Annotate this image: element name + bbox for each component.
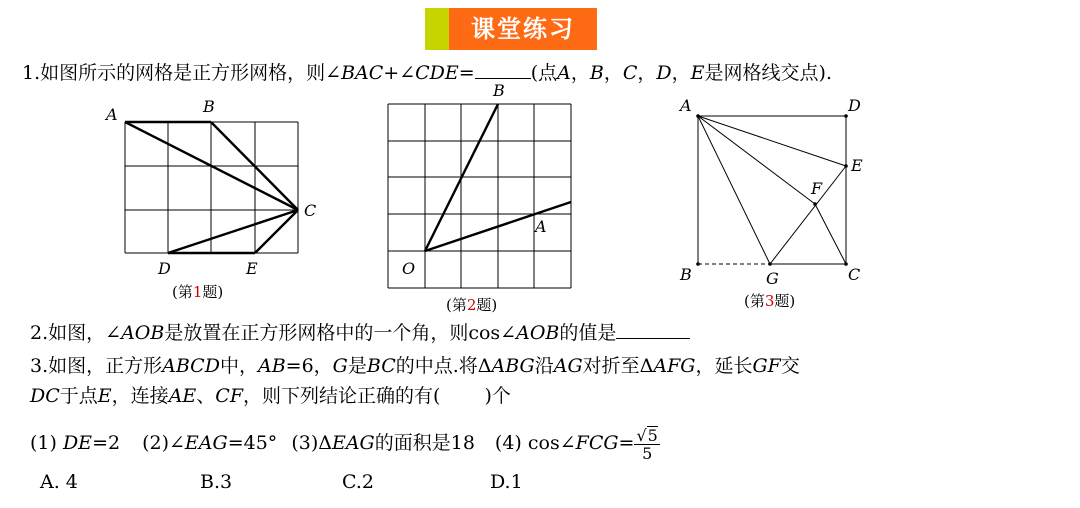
q3-statement-3: (3)Δ	[291, 432, 332, 454]
caption-number: 3	[764, 292, 775, 310]
caption-prefix: (第	[744, 292, 765, 310]
fig3-label-e: E	[851, 156, 863, 175]
choice-a[interactable]: A. 4	[40, 471, 78, 493]
choice-c[interactable]: C.2	[342, 471, 374, 493]
q2-prefix: 2.如图，∠	[30, 322, 122, 344]
question-2	[30, 320, 690, 345]
fig3-points	[696, 114, 848, 266]
q3-statement-2-value: =45°	[227, 432, 278, 454]
fig2-caption	[446, 294, 497, 315]
fig3-caption	[744, 290, 795, 311]
q3-statement-1-value: =2	[92, 432, 121, 454]
q3-statement-1: (1)	[30, 432, 63, 454]
question-3-statements	[30, 426, 660, 462]
fig1-label-b: B	[203, 97, 215, 116]
fig1-label-a: A	[106, 105, 118, 124]
caption-number: 2	[466, 296, 477, 314]
q3-text: ，连接	[111, 385, 169, 407]
fig2-label-b: B	[493, 81, 505, 100]
q1-answer-blank[interactable]	[475, 60, 531, 79]
fig3-label-b: B	[680, 265, 692, 284]
banner-accent-tab	[425, 8, 449, 50]
q1-comma: ，	[603, 62, 623, 84]
fig1-caption	[172, 281, 223, 302]
fig2-label-a: A	[535, 217, 547, 236]
caption-suffix: 题)	[202, 283, 224, 301]
question-3-line-1	[30, 354, 800, 378]
q3-fraction-sqrt5-over-5	[634, 426, 659, 462]
sqrt-symbol: √	[636, 426, 647, 445]
q1-point-c: C	[622, 62, 638, 84]
q3-seg-ag: AG	[553, 355, 583, 377]
fig3-label-f: F	[811, 179, 823, 198]
banner-title: 课堂练习	[471, 15, 575, 43]
q3-statement-4: (4) cos∠	[494, 432, 576, 454]
fig1-grid	[125, 122, 298, 253]
q3-text: 对折至Δ	[582, 355, 654, 377]
q3-point-g: G	[332, 355, 348, 377]
fig3-label-d: D	[848, 96, 861, 115]
fig1-label-c: C	[304, 201, 317, 220]
section-banner	[425, 8, 597, 50]
q3-seg-gf: GF	[752, 355, 781, 377]
q1-point-b: B	[589, 62, 604, 84]
fig1-label-d: D	[158, 259, 171, 278]
q1-prefix: 1.如图所示的网格是正方形网格，则∠	[22, 62, 342, 84]
caption-suffix: 题)	[774, 292, 796, 310]
q1-angle-bac: BAC	[341, 62, 384, 84]
q3-statement-2: (2)∠	[142, 432, 185, 454]
caption-prefix: (第	[446, 296, 467, 314]
q3-seg-dc: DC	[30, 385, 60, 407]
caption-number: 1	[192, 283, 203, 301]
choice-b[interactable]: B.3	[200, 471, 233, 493]
q3-seg-bc: BC	[366, 355, 396, 377]
q3-text: 于点	[59, 385, 98, 407]
q3-text: ，则下列结论正确的有(	[243, 385, 441, 407]
fig1-label-e: E	[246, 259, 258, 278]
q3-square-abcd: ABCD	[162, 355, 220, 377]
fig3-label-a: A	[680, 96, 692, 115]
q1-comma: ，	[671, 62, 691, 84]
question-3-line-2	[30, 384, 511, 408]
q3-angle-eag: EAG	[184, 432, 228, 454]
caption-prefix: (第	[172, 283, 193, 301]
q3-text: 是	[347, 355, 367, 377]
fig3-label-g: G	[766, 269, 779, 288]
q3-tri-eag: EAG	[331, 432, 375, 454]
choice-d[interactable]: D.1	[490, 471, 523, 493]
q1-suffix-b: 是网格线交点).	[704, 62, 832, 84]
q3-tri-abg: ABG	[491, 355, 535, 377]
q1-plus: +∠	[383, 62, 416, 84]
q2-angle-aob: AOB	[121, 322, 165, 344]
q2-answer-blank[interactable]	[616, 320, 690, 339]
q1-eq: =	[458, 62, 475, 84]
q2-middle: 是放置在正方形网格中的一个角，则cos∠	[164, 322, 517, 344]
q3-tri-afg: AFG	[653, 355, 696, 377]
fig3-square	[698, 116, 846, 264]
q3-text: 交	[780, 355, 800, 377]
q3-text: ，延长	[695, 355, 753, 377]
q3-seg-ae: AE	[168, 385, 197, 407]
q1-point-a: A	[557, 62, 571, 84]
q3-statement-3-value: 的面积是18	[374, 432, 475, 454]
q1-comma: ，	[570, 62, 590, 84]
fraction-numerator: 5	[647, 426, 658, 445]
caption-suffix: 题)	[476, 296, 498, 314]
figure-3	[670, 90, 880, 290]
figure-1	[100, 92, 330, 282]
q1-comma: ，	[637, 62, 657, 84]
q1-point-e: E	[690, 62, 705, 84]
q3-text: 3.如图，正方形	[30, 355, 163, 377]
q3-seg-ab: AB	[257, 355, 286, 377]
fraction-denominator: 5	[642, 444, 653, 463]
q3-angle-fcg: FCG	[575, 432, 619, 454]
q3-statement-4-eq: =	[618, 432, 635, 454]
q3-text: 的中点.将Δ	[395, 355, 492, 377]
q3-text: 、	[196, 385, 216, 407]
q2-suffix: 的值是	[559, 322, 617, 344]
q3-point-e: E	[97, 385, 112, 407]
q3-text: =6，	[285, 355, 333, 377]
q1-point-d: D	[656, 62, 672, 84]
q1-angle-cde: CDE	[415, 62, 459, 84]
q3-text: 中，	[219, 355, 258, 377]
fig3-label-c: C	[848, 265, 861, 284]
q3-seg-cf: CF	[215, 385, 244, 407]
fig2-grid	[388, 104, 571, 288]
q3-text: 沿	[534, 355, 554, 377]
figure-2	[380, 80, 580, 294]
q3-seg-de: DE	[62, 432, 93, 454]
q3-text: )个	[484, 385, 511, 407]
fig3-construction-lines	[698, 116, 846, 264]
q2-angle-aob: AOB	[516, 322, 560, 344]
q1-suffix-a: (点	[530, 62, 558, 84]
fig2-label-o: O	[402, 259, 416, 278]
